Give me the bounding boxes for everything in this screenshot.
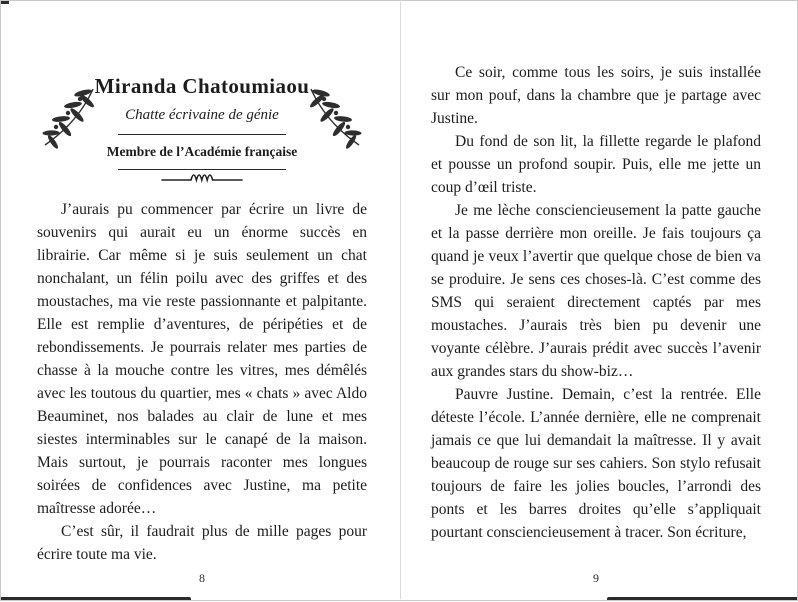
left-page-body [37,198,367,566]
squiggle-flourish-icon [160,174,244,191]
paragraph: Je me lèche consciencieusement la patte gauche et la passe derrière mon oreille. Je fais toujours ça quand je veux l’avertir que quelque chose de bien va se produire. Je sens ces choses-là. C’est comme des SMS qui seraient directement captés par mes moustaches. J’aurais très bien pu devenir une voyante célèbre. J’aurais prédit avec succès l’avenir aux grandes stars du show-biz… [431,202,761,380]
scan-artifact-bottom-right [607,597,797,600]
author-title: Miranda Chatoumiaou [94,74,310,98]
page-number-left: 8 [199,571,205,585]
right-page [400,1,798,602]
page-number-right: 9 [593,571,599,585]
author-subtitle: Chatte écrivaine de génie [125,107,279,123]
scan-artifact-bottom-left [1,597,191,600]
paragraph: C’est sûr, il faudrait plus de mille pages pour écrire toute ma vie. [37,523,367,563]
chapter-header [37,73,367,170]
scan-artifact-top-left [1,1,9,4]
paragraph: Du fond de son lit, la fillette regarde le plafond et pousse un profond soupir. Puis, elle me jette un coup d’œil triste. [431,133,761,196]
section-divider [37,169,367,192]
left-page [1,1,400,602]
paragraph: Pauvre Justine. Demain, c’est la rentrée. Elle déteste l’école. L’année dernière, elle ne comprenait jamais ce que lui demandait la maîtresse. Il y avait beaucoup de rouge sur ses cahiers. Son stylo refusait toujours de faire les jolies boucles, l’arrondi des ponts et les barres droites qu’elle s’appliquait pourtant consciencieusement à tracer. Son écriture, [431,386,761,541]
right-page-body [431,61,761,544]
author-affiliation: Membre de l’Académie française [106,144,298,159]
header-rule-top [118,134,286,135]
paragraph: Ce soir, comme tous les soirs, je suis installée sur mon pouf, dans la chambre que je partage avec Justine. [431,64,761,127]
paragraph: J’aurais pu commencer par écrire un livre de souvenirs qui aurait eu un énorme succès en librairie. Car même si je suis seulement un chat nonchalant, un félin poilu avec des griffes et des moustaches, ma vie reste passionnante et palpitante. Elle est remplie d’aventures, de péripéties et de rebondissements. Je pourrais relater mes parties de chasse à la mouche contre les vitres, mes démêlés avec les toutous du quartier, mes « chats » avec Aldo Beauminet, nos balades au clair de lune et mes siestes interminables sur le canapé de la maison. Mais surtout, je pourrais raconter mes longues soirées de confidences avec Justine, ma petite maîtresse adorée… [37,201,367,517]
